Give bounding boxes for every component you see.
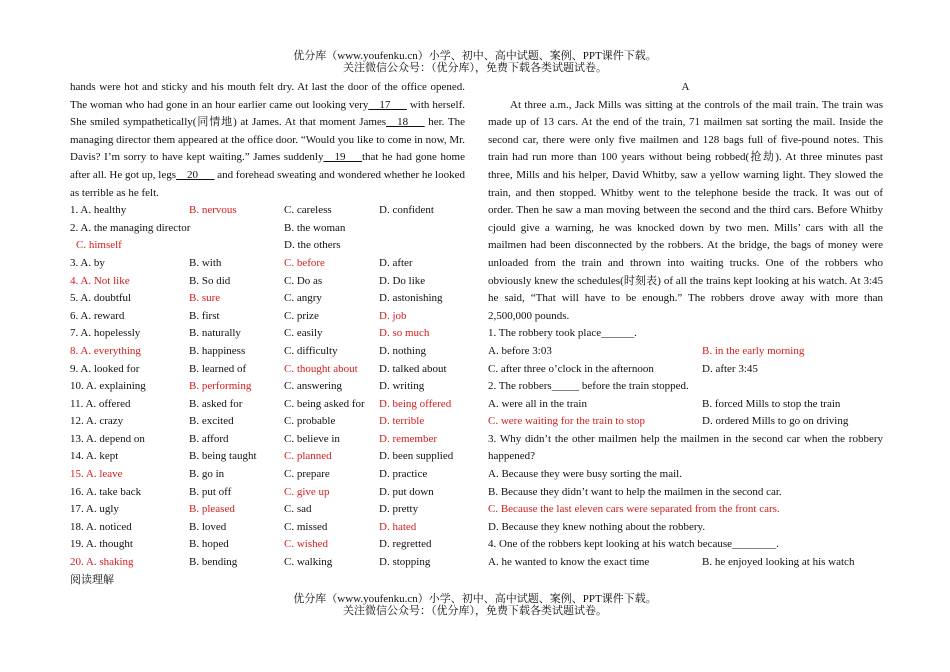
choice-option: D. talked about (379, 362, 447, 375)
passage-text: hands were hot and sticky and his mouth felt dry. At last the door of the office opened. The woman who had gone in an hour earlier came out looking very (70, 81, 465, 111)
choice-row (70, 466, 465, 484)
choice-option: D. Do like (379, 274, 426, 287)
choice-option: B. hoped (189, 538, 229, 551)
option: B. forced Mills to stop the train (702, 397, 841, 410)
choice-option: 14. A. kept (70, 450, 119, 463)
choice-option: 5. A. doubtful (70, 292, 132, 305)
choice-row (70, 519, 465, 537)
options-row (488, 343, 883, 361)
choice-option: B. asked for (189, 397, 243, 410)
blank-19: __19___ (323, 151, 362, 164)
option: C. after three o’clock in the afternoon (488, 362, 654, 375)
choice-option: 9. A. looked for (70, 362, 140, 375)
option: A. Because they were busy sorting the mail. (488, 468, 682, 481)
option: A. he wanted to know the exact time (488, 556, 650, 569)
choice-option-answer: D. remember (379, 432, 438, 445)
option: A. before 3:03 (488, 344, 552, 357)
choice-row (70, 220, 465, 238)
question-3: 3. Why didn’t the other mailmen help the mailmen in the second car when the robbery happened? (488, 432, 883, 463)
choice-option: 1. A. healthy (70, 204, 127, 217)
choice-option: D. pretty (379, 503, 419, 516)
choice-option: B. loved (189, 520, 227, 533)
choice-option-answer: 8. A. everything (70, 344, 141, 357)
choice-row (70, 431, 465, 449)
blank-17: __17___ (368, 98, 407, 111)
choice-option: C. sad (284, 503, 312, 516)
options-row (488, 396, 883, 414)
choice-option: D. after (379, 256, 413, 269)
choice-option: C. prepare (284, 468, 330, 481)
header-line-2: 关注微信公众号：（优分库），免费下载各类试题试卷。 (343, 62, 607, 74)
choice-option: 6. A. reward (70, 309, 125, 322)
choice-option: D. confident (379, 204, 434, 217)
option-answer: B. in the early morning (702, 344, 805, 357)
choice-option: D. writing (379, 380, 425, 393)
choice-row (70, 536, 465, 554)
choice-option: B. excited (189, 415, 234, 428)
option-answer: C. Because the last eleven cars were separated from the front cars. (488, 503, 780, 516)
choice-option: 17. A. ugly (70, 503, 119, 516)
option: B. Because they didn’t want to help the mailmen in the second car. (488, 485, 782, 498)
choice-option: B. with (189, 256, 222, 269)
choice-row (70, 484, 465, 502)
choice-option: D. nothing (379, 344, 427, 357)
choice-option: B. being taught (189, 450, 257, 463)
choice-option-answer: D. terrible (379, 415, 425, 428)
choice-option: B. happiness (189, 344, 246, 357)
choice-row (70, 378, 465, 396)
choice-option: 3. A. by (70, 256, 105, 269)
choice-option-answer: D. job (379, 309, 407, 322)
question-2: 2. The robbers_____ before the train stopped. (488, 380, 689, 393)
passage-text: that he had gone home after all. He got up, legs (70, 151, 465, 181)
choice-option-answer: B. performing (189, 380, 252, 393)
choice-option: C. missed (284, 520, 328, 533)
passage-title: A (681, 81, 690, 93)
choice-option: B. afford (189, 432, 229, 445)
option-answer: C. were waiting for the train to stop (488, 415, 646, 428)
choice-option: D. been supplied (379, 450, 454, 463)
choice-option: C. probable (284, 415, 336, 428)
choice-option: C. difficulty (284, 344, 338, 357)
choice-option: 13. A. depend on (70, 432, 145, 445)
choice-row (70, 237, 465, 255)
blank-20: __20___ (176, 168, 215, 181)
question-1: 1. The robbery took place______. (488, 327, 637, 340)
choice-option: 2. A. the managing director (70, 221, 191, 234)
footer-line-2: 关注微信公众号：（优分库），免费下载各类试题试卷。 (343, 605, 607, 617)
choice-option: D. regretted (379, 538, 432, 551)
choice-option: 11. A. offered (70, 397, 131, 410)
choice-option-answer: C. thought about (284, 362, 358, 375)
section-label: 阅读理解 (70, 573, 114, 586)
choice-option-answer: 20. A. shaking (70, 556, 134, 569)
left-column (70, 79, 465, 589)
choice-option-answer: 15. A. leave (70, 468, 123, 481)
choice-row (70, 290, 465, 308)
choice-option-answer: C. himself (76, 239, 122, 252)
choice-row (70, 361, 465, 379)
choice-row (70, 308, 465, 326)
choice-option: B. So did (189, 274, 231, 287)
choice-option: C. prize (284, 309, 319, 322)
choice-option: C. easily (284, 327, 323, 340)
passage-text: and forehead sweating and wondered whether he looked as terrible as he felt. (70, 168, 465, 199)
choice-row (70, 255, 465, 273)
blank-18: __18___ (386, 116, 425, 129)
header-line-1: 优分库（www.youfenku.cn）小学、初中、高中试题、案例、PPT课件下载。 (293, 50, 657, 62)
choice-row (70, 343, 465, 361)
option: B. he enjoyed looking at his watch (702, 556, 855, 569)
choice-option: C. walking (284, 556, 333, 569)
passage-text: her. The managing director them appeared at the office door. “Would you like to come in now, Mr. Davis? I’m sorry to have kept waiting.” James suddenly (70, 116, 465, 164)
choice-option-answer: D. so much (379, 327, 430, 340)
choice-option: B. bending (189, 556, 238, 569)
choice-option: B. the woman (284, 221, 346, 234)
choice-option-answer: B. sure (189, 292, 221, 305)
choice-option: B. first (189, 309, 220, 322)
reading-passage: At three a.m., Jack Mills was sitting at the controls of the mail train. The train was made up of 13 cars. At the end of the train, 71 mailmen sat sorting the mail. Inside the second car, there were only five mailmen and 128 bags full of five-pound notes. This train had run more than 100 years without being robbed(抢劫). At three minutes past three, Mills and his helper, David Whitby, saw a yellow warning light. They slowed the train, and then stopped. Whitby went to the telephone beside the track. It was out of order. Then he saw a man moving between the second and the third cars. Before Whitby cjould give a warning, he was knocked down by two men. Mills’ cars with all the mailmen had been disconnected by the robbers. At the bridge, the bags of money were unloaded from the train and thrown into waiting trucks. One of the robbers who obviously knew the schedules(时刻表) of all the trains kept looking at his watch. At 3:45 he said, “That will have to be enough.” The robbers drove away with more than 2,500,000 pounds. (488, 98, 883, 322)
choice-option: D. the others (284, 239, 341, 252)
choice-row (70, 554, 465, 572)
choice-option-answer: D. hated (379, 520, 417, 533)
choice-option: C. believe in (284, 432, 340, 445)
choice-option-answer: C. planned (284, 450, 332, 463)
choice-row (70, 325, 465, 343)
choice-option-answer: C. give up (284, 485, 330, 498)
choice-option-answer: C. before (284, 256, 325, 269)
choice-row (70, 413, 465, 431)
choice-option: C. answering (284, 380, 343, 393)
passage-text: with herself. She smiled sympathetically(同情地) at James. At that moment James (70, 98, 466, 129)
choice-option-answer: C. wished (284, 538, 328, 551)
options-row (488, 554, 883, 572)
question-4: 4. One of the robbers kept looking at his watch because________. (488, 538, 779, 551)
choice-row (70, 202, 465, 220)
choice-row (70, 273, 465, 291)
choice-option: B. go in (189, 468, 225, 481)
option: D. Because they knew nothing about the robbery. (488, 520, 706, 533)
cloze-passage (70, 79, 465, 202)
choice-option: B. learned of (189, 362, 247, 375)
page-header (0, 50, 950, 74)
choice-option: D. practice (379, 468, 428, 481)
choice-row (70, 448, 465, 466)
option: D. after 3:45 (702, 362, 758, 375)
options-row (488, 413, 883, 431)
choice-option: 16. A. take back (70, 485, 142, 498)
choice-option: D. stopping (379, 556, 431, 569)
choice-option: C. angry (284, 292, 322, 305)
choice-row (70, 396, 465, 414)
choice-option: C. Do as (284, 274, 323, 287)
choice-option: 7. A. hopelessly (70, 327, 141, 340)
choice-option: C. being asked for (284, 397, 365, 410)
choice-option: D. astonishing (379, 292, 443, 305)
choice-option-answer: B. pleased (189, 503, 235, 516)
choice-option: 18. A. noticed (70, 520, 132, 533)
page-footer (0, 593, 950, 617)
choice-option: 12. A. crazy (70, 415, 124, 428)
choice-option: 10. A. explaining (70, 380, 146, 393)
choice-option-answer: B. nervous (189, 204, 237, 217)
choice-option: B. put off (189, 485, 232, 498)
options-row (488, 361, 883, 379)
option: A. were all in the train (488, 397, 587, 410)
choice-option-answer: D. being offered (379, 397, 452, 410)
choice-row (70, 501, 465, 519)
choice-option: B. naturally (189, 327, 241, 340)
right-column (488, 79, 883, 572)
choice-option-answer: 4. A. Not like (70, 274, 130, 287)
choice-option: D. put down (379, 485, 434, 498)
footer-line-1: 优分库（www.youfenku.cn）小学、初中、高中试题、案例、PPT课件下载。 (293, 593, 657, 605)
choice-list (70, 202, 465, 571)
choice-option: 19. A. thought (70, 538, 133, 551)
option: D. ordered Mills to go on driving (702, 415, 849, 428)
choice-option: C. careless (284, 204, 332, 217)
